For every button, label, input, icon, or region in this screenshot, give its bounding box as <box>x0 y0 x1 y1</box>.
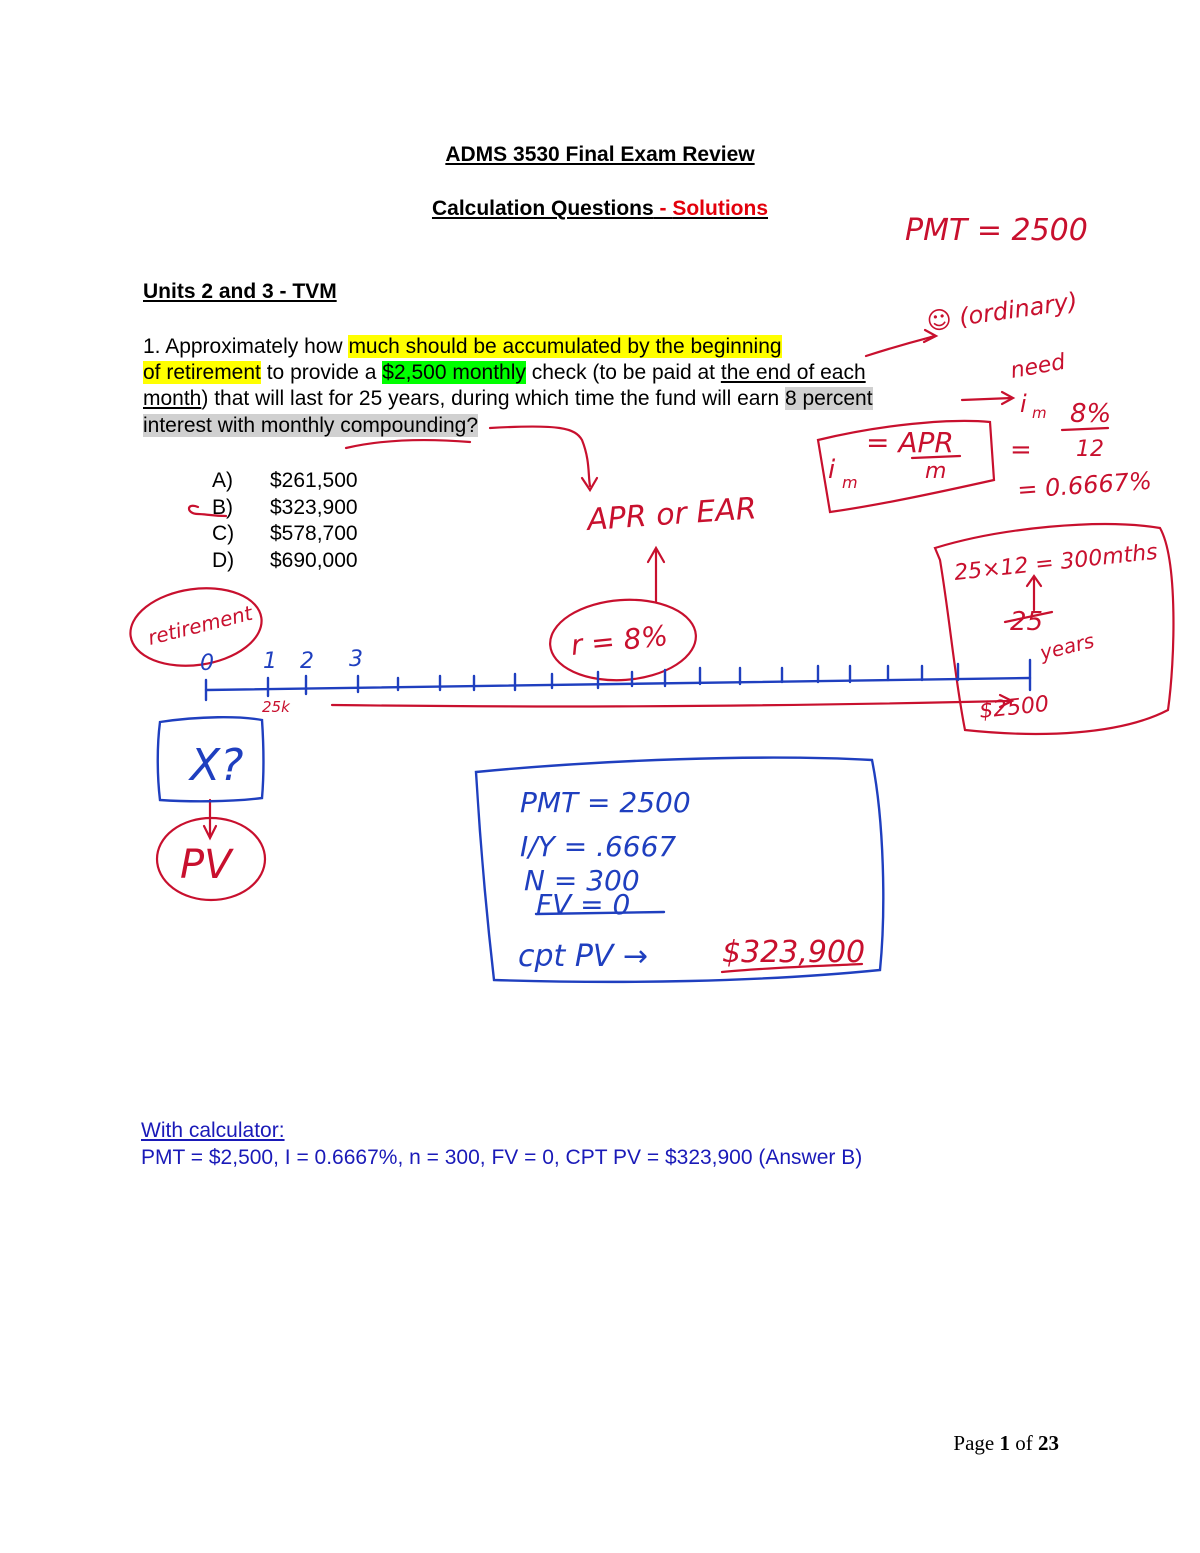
apr-ear-note: APR or EAR <box>586 491 758 538</box>
box-answer: $323,900 <box>722 935 866 970</box>
im-label: i <box>828 455 836 485</box>
option-letter: D) <box>212 549 235 572</box>
pv-label: PV <box>180 842 232 888</box>
unknown-x: X? <box>190 740 244 791</box>
im-need-note: i <box>1020 390 1027 418</box>
question-text: to provide a <box>260 361 383 384</box>
need-note: need <box>1008 349 1068 384</box>
option-letter: A) <box>212 469 233 492</box>
question-text: 1. Approximately how <box>143 335 349 358</box>
timeline-label-0: 0 <box>200 651 214 676</box>
eq-sign: = <box>1010 435 1032 465</box>
fraction-numerator: 8% <box>1070 399 1112 429</box>
underlined-text: the end of each <box>720 361 866 384</box>
im-sub: m <box>842 473 858 492</box>
blue-handwriting <box>188 647 691 974</box>
section-heading: Units 2 and 3 - TVM <box>143 280 337 303</box>
highlight-yellow: much should be accumulated by the beginning <box>348 335 782 358</box>
option-value: $261,500 <box>270 469 358 492</box>
retirement-note: retirement <box>145 600 255 650</box>
box-pmt: PMT = 2500 <box>520 786 691 819</box>
first-payment-note: 25k <box>262 698 290 716</box>
option-value: $323,900 <box>270 496 358 519</box>
answer-mark <box>189 506 226 516</box>
im-m: m <box>925 459 947 484</box>
calculator-heading: With calculator: <box>141 1119 285 1142</box>
timeline-label-1: 1 <box>263 649 277 674</box>
timeline-label-2: 2 <box>300 649 314 674</box>
highlight-gray: 8 percent <box>784 387 873 410</box>
document-title: ADMS 3530 Final Exam Review <box>445 143 755 166</box>
footer-page-total: 23 <box>1038 1431 1059 1455</box>
calculator-line: PMT = $2,500, I = 0.6667%, n = 300, FV = 0, CPT PV = $323,900 (Answer B) <box>141 1146 863 1169</box>
years-word: years <box>1037 628 1097 665</box>
rate-note: r = 8% <box>569 618 670 662</box>
question-text: ) that will last for 25 years, during which time the fund will earn <box>201 387 785 410</box>
fraction-denominator: 12 <box>1076 437 1104 462</box>
subtitle-separator: - <box>653 197 673 220</box>
question-text: check (to be paid at <box>525 361 721 384</box>
footer-page-number: 1 <box>999 1431 1010 1455</box>
arrow-to-apr-ear <box>490 427 590 487</box>
highlight-green: $2,500 monthly <box>382 361 526 384</box>
option-value: $578,700 <box>270 522 358 545</box>
im-eq-apr: = APR <box>866 426 954 459</box>
highlight-gray: interest with monthly compounding? <box>143 414 479 437</box>
ordinary-note: ☺ (ordinary) <box>924 287 1080 336</box>
months-calc: 25×12 = 300mths <box>953 539 1159 586</box>
im-need-sub: m <box>1032 404 1047 422</box>
timeline-label-3: 3 <box>349 647 363 672</box>
pmt-note: PMT = 2500 <box>905 213 1088 248</box>
option-letter: C) <box>212 522 235 545</box>
end-payment: $2500 <box>978 691 1051 724</box>
years-number: 25 <box>1010 607 1044 637</box>
underline-strike <box>346 440 470 448</box>
box-n: N = 300 <box>524 864 640 897</box>
option-value: $690,000 <box>270 549 358 572</box>
box-cpt: cpt PV → <box>518 939 649 974</box>
footer-page-word: Page <box>953 1431 1000 1455</box>
highlight-yellow: of retirement <box>143 361 261 384</box>
arrow-to-need <box>962 398 1012 400</box>
footer-of-word: of <box>1010 1431 1038 1455</box>
box-fv: FV = 0 <box>536 888 631 921</box>
subtitle-main: Calculation Questions <box>431 197 654 220</box>
arrow-to-ordinary <box>866 336 935 356</box>
box-iy: I/Y = .6667 <box>520 830 677 863</box>
option-letter: B) <box>212 496 233 519</box>
underlined-text: month <box>143 387 202 410</box>
subtitle-solutions: Solutions <box>672 197 769 220</box>
rate-result: = 0.6667% <box>1016 466 1153 504</box>
payment-line <box>332 701 1010 706</box>
